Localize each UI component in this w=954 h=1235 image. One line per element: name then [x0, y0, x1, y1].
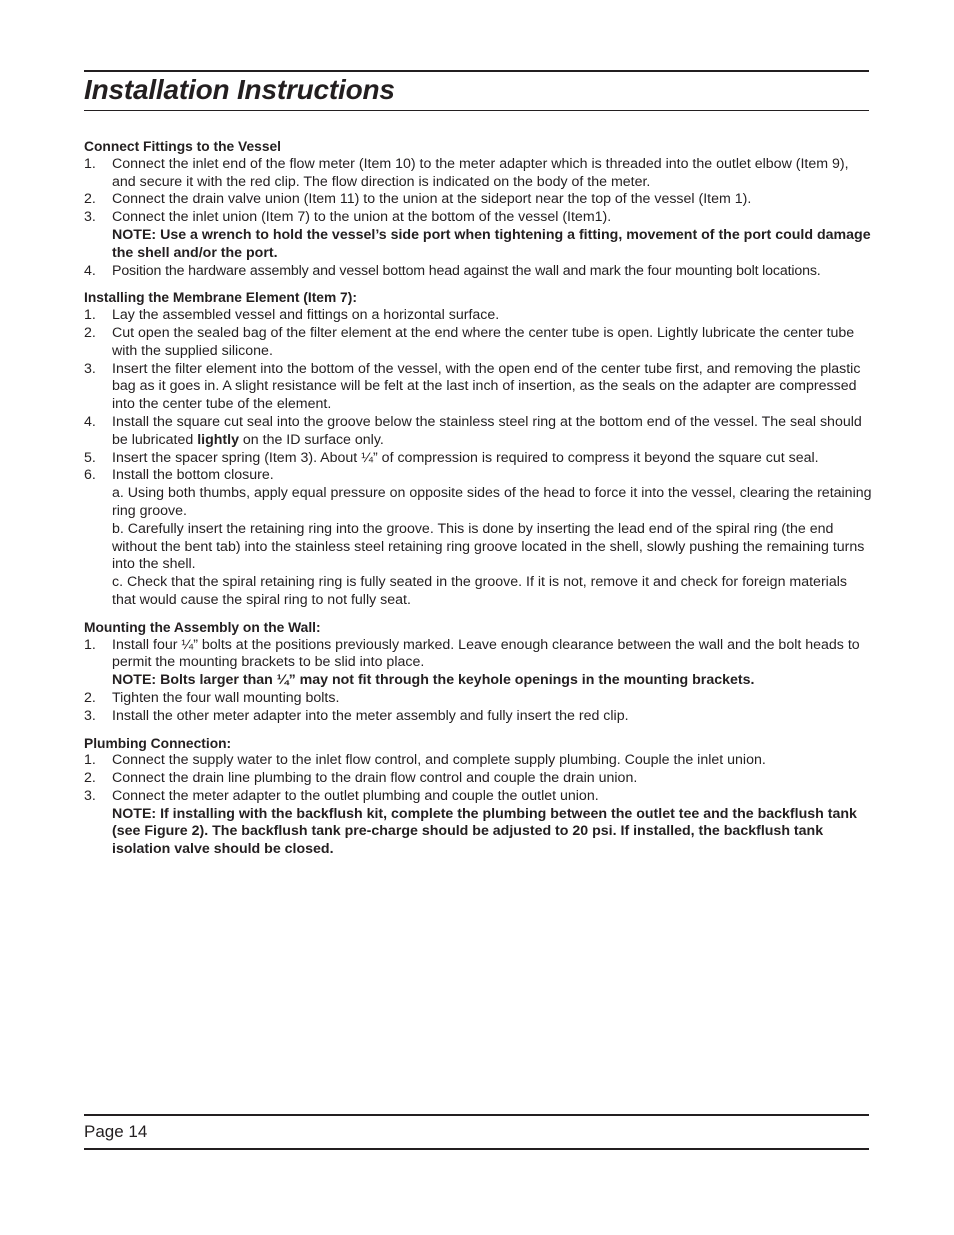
header-rule-bottom: [84, 110, 869, 111]
item-text: Connect the supply water to the inlet flow control, and complete supply plumbing. Couple the inlet union.: [112, 752, 766, 769]
page-number: Page 14: [84, 1122, 148, 1141]
list-item: [84, 361, 874, 414]
item-body: [112, 788, 874, 859]
item-text-pre: Install the square cut seal into the groove below the stainless steel ring at the bottom end of the vessel. The seal should be lubricated: [112, 413, 862, 448]
sub-item: b. Carefully insert the retaining ring into the groove. This is done by inserting the lead end of the spiral ring (the end without the bent tab) into the stainless steel retaining ring groove located in the shell, slowly pushing the remaining turns into the shell.: [112, 520, 865, 573]
list-item: [84, 788, 874, 859]
item-text: Connect the inlet end of the flow meter (Item 10) to the meter adapter which is threaded into the outlet elbow (Item 9), and secure it with the red clip. The flow direction is indicated on the body of the meter.: [112, 155, 849, 190]
item-text: Lay the assembled vessel and fittings on a horizontal surface.: [112, 307, 500, 324]
item-text: Install the other meter adapter into the meter assembly and fully insert the red clip.: [112, 707, 629, 724]
item-number: 3.: [84, 209, 96, 226]
section-heading: Plumbing Connection:: [84, 735, 232, 751]
item-number: 4.: [84, 413, 96, 430]
item-text: Insert the spacer spring (Item 3). About ¼” of compression is required to compress it beyond the square cut seal.: [112, 449, 819, 466]
item-number: 2.: [84, 770, 96, 787]
list-item: [84, 156, 874, 192]
section-connect-fittings: [84, 138, 874, 280]
list-item: [84, 307, 874, 325]
item-note: NOTE: Use a wrench to hold the vessel’s side port when tightening a fitting, movement of the port could damage the shell and/or the port.: [112, 226, 871, 261]
section-mounting: [84, 619, 874, 726]
list-item: [84, 752, 874, 770]
item-number: 6.: [84, 467, 96, 484]
list-item: [84, 209, 874, 262]
item-number: 1.: [84, 307, 96, 324]
item-text-post: on the ID surface only.: [238, 431, 384, 448]
item-body: [112, 209, 874, 262]
list-item: [84, 191, 874, 209]
list-item: [84, 770, 874, 788]
section-membrane-element: [84, 289, 874, 609]
section-plumbing: [84, 735, 874, 860]
item-text: Connect the drain line plumbing to the drain flow control and couple the drain union.: [112, 770, 638, 787]
section-heading: Connect Fittings to the Vessel: [84, 139, 282, 154]
item-text: Position the hardware assembly and vessel bottom head against the wall and mark the four mounting bolt locations.: [112, 262, 821, 279]
item-text: Connect the meter adapter to the outlet plumbing and couple the outlet union.: [112, 787, 599, 804]
item-number: 2.: [84, 689, 96, 706]
list-item: [84, 414, 874, 450]
sub-item: a. Using both thumbs, apply equal pressure on opposite sides of the head to force it into the vessel, clearing the retaining ring groove.: [112, 485, 872, 519]
item-text: Cut open the sealed bag of the filter element at the end where the center tube is open. Lightly lubricate the center tube with the supplied silicone.: [112, 324, 855, 359]
list-item: [84, 690, 874, 708]
item-number: 3.: [84, 707, 96, 724]
footer-rule-bottom: [84, 1148, 869, 1150]
sub-item: c. Check that the spiral retaining ring is fully seated in the groove. If it is not, remove it and check for foreign materials that would cause the spiral ring to not fully seat.: [112, 574, 847, 608]
item-number: 1.: [84, 155, 96, 172]
item-number: 2.: [84, 324, 96, 341]
list-item: [84, 708, 874, 726]
page-title: Installation Instructions: [84, 74, 395, 105]
item-number: 3.: [84, 787, 96, 804]
item-number: 1.: [84, 752, 96, 769]
list-item: [84, 637, 874, 690]
item-number: 4.: [84, 262, 96, 279]
item-body: [112, 637, 874, 690]
item-text: Connect the inlet union (Item 7) to the union at the bottom of the vessel (Item1).: [112, 209, 612, 226]
item-number: 1.: [84, 636, 96, 653]
item-text: Install four ¼” bolts at the positions previously marked. Leave enough clearance between the wall and the bolt heads to permit the mounting brackets to be slid into place.: [112, 636, 860, 671]
item-text: Connect the drain valve union (Item 11) to the union at the sideport near the top of the vessel (Item 1).: [112, 191, 752, 208]
item-text: Insert the filter element into the bottom of the vessel, with the open end of the center tube first, and removing the plastic bag as it goes in. A slight resistance will be felt at the last inch of insertion, as the seals on the adapter are compressed into the center tube of the element.: [112, 360, 861, 413]
section-heading: Installing the Membrane Element (Item 7):: [84, 290, 357, 306]
item-number: 2.: [84, 191, 96, 208]
list-item: [84, 450, 874, 468]
item-text: Install the bottom closure.: [112, 467, 274, 484]
list-item: [84, 263, 874, 281]
item-text: [112, 414, 874, 450]
item-note: NOTE: If installing with the backflush kit, complete the plumbing between the outlet tee and the backflush tank (see Figure 2). The backflush tank pre-charge should be adjusted to 20 psi. If installed, the backflush tank isolation valve should be closed.: [112, 805, 857, 858]
item-text: Tighten the four wall mounting bolts.: [112, 689, 340, 706]
list-item: [84, 325, 874, 361]
footer-rule-top: [84, 1114, 869, 1116]
item-text-emphasis: lightly: [197, 431, 239, 448]
item-body: [112, 467, 874, 609]
list-item: [84, 467, 874, 609]
item-note: NOTE: Bolts larger than ¼” may not fit through the keyhole openings in the mounting brackets.: [112, 672, 755, 689]
item-number: 3.: [84, 360, 96, 377]
section-heading: Mounting the Assembly on the Wall:: [84, 619, 321, 635]
instructions-body: [84, 138, 874, 868]
item-number: 5.: [84, 449, 96, 466]
